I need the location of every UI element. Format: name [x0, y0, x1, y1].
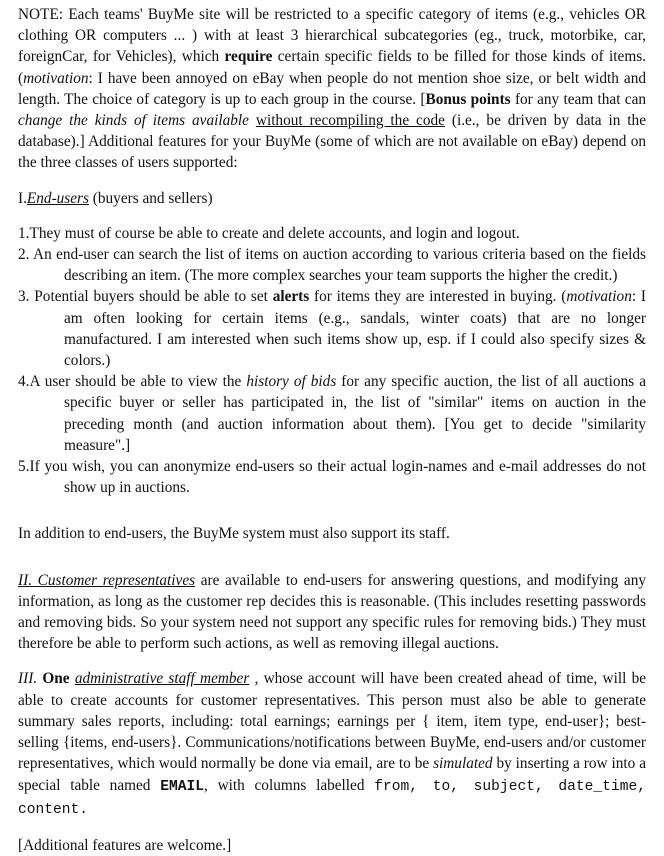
- list-item-text: : I am often looking for certain items (e.g., sandals, winter coats) that are no longer manufactured. I am interested when such items show up, esp. if I could also specify sizes & colors.): [64, 288, 646, 370]
- list-item-number: 4.: [18, 373, 30, 391]
- list-item-text: An end-user can search the list of items on auction according to various criteria based on the fields describing an item. (The more complex searches your team supports the higher the credit.): [33, 246, 646, 285]
- bonus-points-bold: Bonus points: [425, 90, 511, 108]
- intro-text-1: NOTE: Each teams' BuyMe site will be restricted to a specific category of items (e.g., vehicles OR clothing OR computers ... ) with at least 3 hierarchical subcategories (eg., truck, motorbike, car, foreignCar, for Vehicles), which: [18, 6, 646, 66]
- list-item: [18, 456, 646, 498]
- section-1-heading: [18, 188, 646, 209]
- list-item-text: for items they are interested in buying. (: [309, 288, 567, 306]
- section-3-numeral: III.: [18, 670, 38, 688]
- list-item: [18, 244, 646, 286]
- list-item-number: 1.: [18, 224, 30, 242]
- section-3-text-2: by inserting a row into a special table named: [18, 755, 646, 794]
- admin-staff-underlined: administrative staff member: [74, 670, 250, 688]
- section-1-title: End-users: [26, 189, 89, 207]
- list-item-text: A user should be able to view the: [29, 373, 247, 391]
- intro-text-4: for any team that can: [510, 90, 647, 108]
- closing-paragraph: [Additional features are welcome.]: [18, 836, 232, 854]
- email-columns: from, to, subject, date_time, content.: [18, 778, 646, 818]
- one-bold: One: [42, 670, 70, 688]
- motivation-italic: motivation: [23, 69, 89, 87]
- list-item-number: 5.: [18, 458, 30, 476]
- intro-text-2: certain specific fields to be filled for those kinds of items. (: [18, 48, 646, 87]
- section-3-text-1: , whose account will have been created ahead of time, will be able to create accounts for customer representatives. This person must also be able to generate summary sales reports, including: total earnings; earnings per { item, item type, end-user}; best-selling {items, end-users}. Communications/notifications between BuyMe, end-users and/or customer representatives, which would normally be done via email, are to be: [18, 670, 647, 773]
- section-2-title: II. Customer representatives: [18, 571, 196, 589]
- list-item-text: for any specific auction, the list of all auctions a specific buyer or seller has participated in, the list of "similar" items on auction in the preceding month (and auction information about them). [You get to decide "similarity measure".]: [64, 373, 646, 454]
- intro-paragraph: [18, 4, 646, 174]
- require-bold: require: [224, 48, 273, 66]
- change-kinds-italic: change the kinds of items available: [18, 112, 249, 130]
- section-3-paragraph: [18, 668, 646, 820]
- list-item-number: 3.: [18, 288, 30, 306]
- section-3-text-3: , with columns labelled: [204, 776, 375, 794]
- history-of-bids-italic: history of bids: [246, 373, 337, 391]
- staff-intro-paragraph: In addition to end-users, the BuyMe system must also support its staff.: [18, 525, 450, 543]
- section-1-suffix: (buyers and sellers): [88, 189, 213, 207]
- email-table-name: EMAIL: [160, 778, 204, 795]
- list-item-text: They must of course be able to create and delete accounts, and login and logout.: [29, 224, 520, 242]
- section-2-text: are available to end-users for answering questions, and modifying any information, as long as the customer rep decides this is reasonable. (This includes resetting passwords and removing bids. So your system need not support any specific rules for removing bids.) They must therefore be able to perform such actions, as well as removing illegal auctions.: [18, 571, 646, 653]
- intro-text-5: [249, 112, 256, 129]
- motivation-italic: motivation: [566, 288, 632, 306]
- list-item-number: 2.: [18, 246, 30, 264]
- list-item: [18, 223, 646, 244]
- simulated-italic: simulated: [433, 755, 493, 773]
- alerts-bold: alerts: [272, 288, 310, 306]
- intro-text-3: : I have been annoyed on eBay when people do not mention shoe size, or belt width and length. The choice of category is up to each group in the course. [: [18, 69, 646, 108]
- end-user-requirements-list: [18, 223, 646, 499]
- without-recompiling-underlined: without recompiling the code: [255, 112, 445, 130]
- intro-text-6: (i.e., be driven by data in the database).] Additional features for your BuyMe (some of which are not available on eBay) depend on the three classes of users supported:: [18, 112, 646, 172]
- list-item: [18, 371, 646, 456]
- list-item: [18, 286, 646, 371]
- section-1-numeral: I.: [18, 189, 27, 207]
- list-item-text: If you wish, you can anonymize end-users so their actual login-names and e-mail addresses do not show up in auctions.: [29, 458, 646, 497]
- section-2-paragraph: [18, 570, 646, 655]
- list-item-text: Potential buyers should be able to set: [34, 288, 273, 306]
